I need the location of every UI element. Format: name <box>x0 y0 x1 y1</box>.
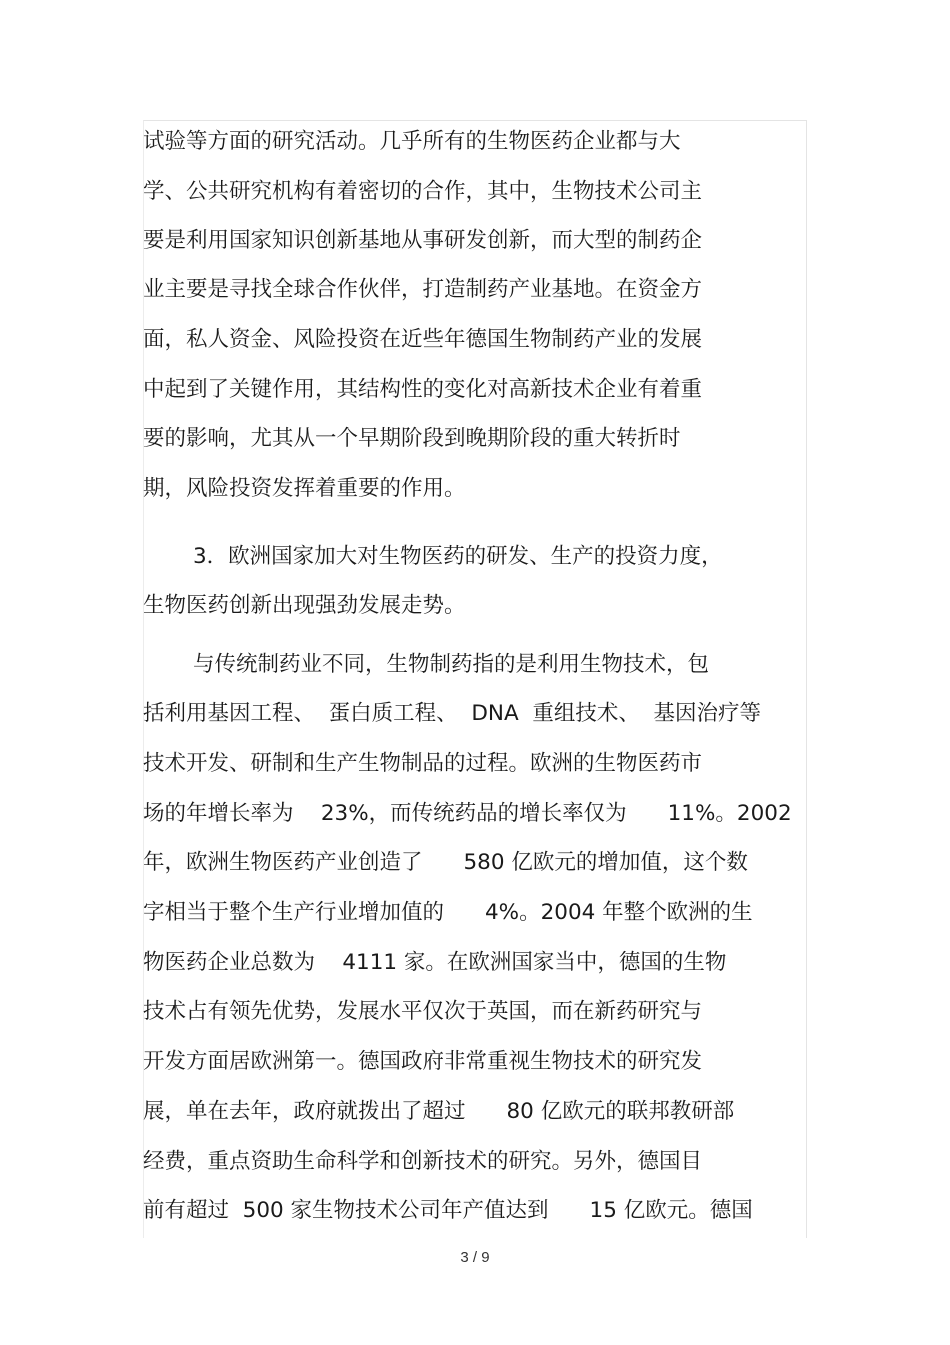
text-line: 学、公共研究机构有着密切的合作，其中，生物技术公司主 <box>143 179 703 204</box>
text-line: 业主要是寻找全球合作伙伴，打造制药产业基地。在资金方 <box>143 277 703 302</box>
text-line: 字相当于整个生产行业增加值的 4%。2004 年整个欧洲的生 <box>143 900 753 925</box>
text-line: 经费，重点资助生命科学和创新技术的研究。另外，德国目 <box>143 1149 703 1174</box>
text-line: 前有超过 500 家生物技术公司年产值达到 15 亿欧元。德国 <box>143 1198 753 1223</box>
text-line: 要的影响，尤其从一个早期阶段到晚期阶段的重大转折时 <box>143 426 681 451</box>
text-line: 技术开发、研制和生产生物制品的过程。欧洲的生物医药市 <box>143 751 703 776</box>
text-line: 场的年增长率为 23%，而传统药品的增长率仅为 11%。2002 <box>143 801 792 826</box>
text-line: 开发方面居欧洲第一。德国政府非常重视生物技术的研究发 <box>143 1049 703 1074</box>
text-line: 年，欧洲生物医药产业创造了 580 亿欧元的增加值，这个数 <box>143 850 748 875</box>
text-line: 技术占有领先优势，发展水平仅次于英国，而在新药研究与 <box>143 999 703 1024</box>
text-line: 中起到了关键作用，其结构性的变化对高新技术企业有着重 <box>143 377 703 402</box>
section-heading: 3．欧洲国家加大对生物医药的研发、生产的投资力度， <box>193 544 723 569</box>
paragraph-start: 与传统制药业不同，生物制药指的是利用生物技术，包 <box>193 652 710 677</box>
text-line: 面，私人资金、风险投资在近些年德国生物制药产业的发展 <box>143 327 703 352</box>
text-line: 试验等方面的研究活动。几乎所有的生物医药企业都与大 <box>143 129 681 154</box>
text-line: 物医药企业总数为 4111 家。在欧洲国家当中，德国的生物 <box>143 950 727 975</box>
text-line: 期，风险投资发挥着重要的作用。 <box>143 476 466 501</box>
text-line: 括利用基因工程、 蛋白质工程、 DNA 重组技术、 基因治疗等 <box>143 701 762 726</box>
page-number: 3 / 9 <box>460 1249 490 1266</box>
section-heading-cont: 生物医药创新出现强劲发展走势。 <box>143 593 466 618</box>
text-line: 展，单在去年，政府就拨出了超过 80 亿欧元的联邦教研部 <box>143 1099 735 1124</box>
text-line: 要是利用国家知识创新基地从事研发创新，而大型的制药企 <box>143 228 703 253</box>
